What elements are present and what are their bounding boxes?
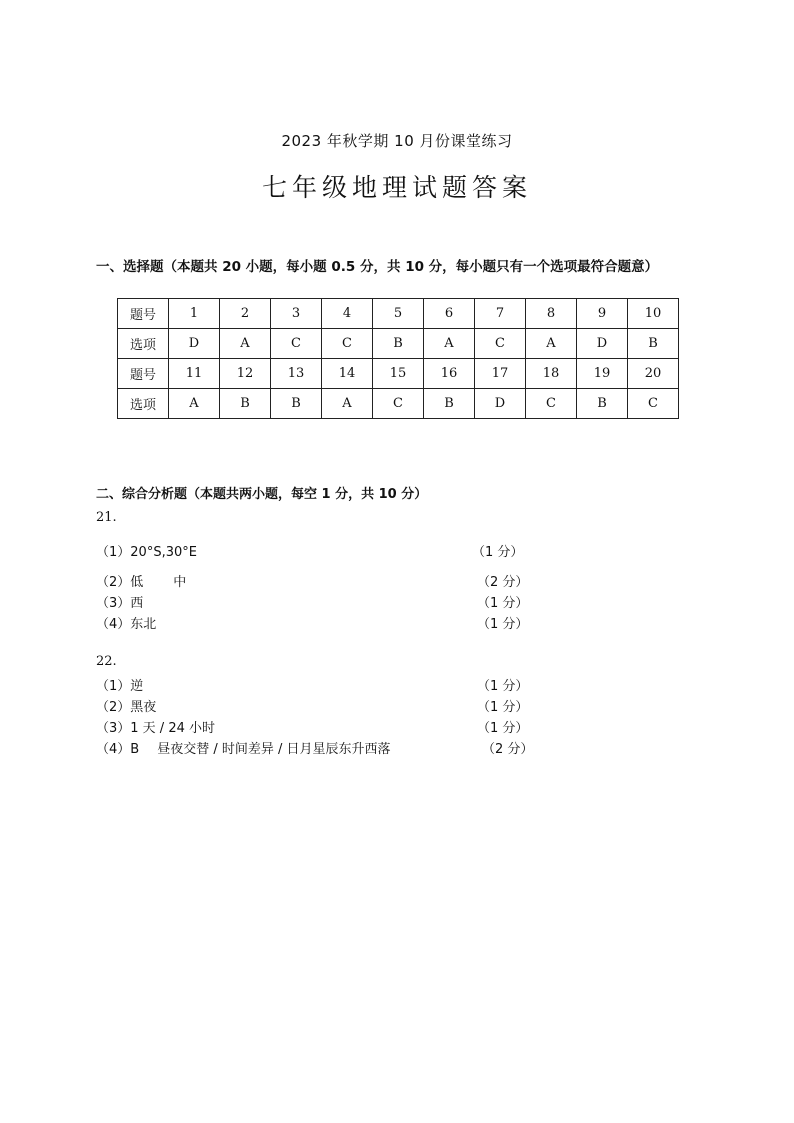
table-cell: 18	[526, 359, 577, 389]
q21-item-4	[96, 613, 156, 632]
q22-item-4-label: （4）B	[96, 742, 140, 757]
table-row	[118, 299, 679, 329]
table-cell: 16	[424, 359, 475, 389]
table-cell: C	[373, 389, 424, 419]
table-cell: C	[526, 389, 577, 419]
table-cell: 13	[271, 359, 322, 389]
table-cell: 3	[271, 299, 322, 329]
section2-heading: 二、综合分析题（本题共两小题，每空 1 分，共 10 分）	[96, 487, 428, 502]
table-cell: A	[169, 389, 220, 419]
table-cell: D	[169, 329, 220, 359]
table-cell: 10	[628, 299, 679, 329]
number-row-2-label: 题号	[118, 359, 169, 389]
q21-item-1-score: （1 分）	[472, 545, 524, 560]
table-cell: B	[271, 389, 322, 419]
table-cell: C	[322, 329, 373, 359]
q21-item-3-score: （1 分）	[477, 596, 529, 611]
table-cell: B	[628, 329, 679, 359]
table-cell: A	[424, 329, 475, 359]
q22-item-1-score: （1 分）	[477, 679, 529, 694]
q21-item-1-label: （1）20°S,30°E	[96, 545, 197, 560]
answer-row-2-label: 选项	[118, 389, 169, 419]
answer-row-1-label: 选项	[118, 329, 169, 359]
document-subtitle: 七年级地理试题答案	[261, 173, 532, 202]
q21-item-4-label: （4）东北	[96, 617, 157, 632]
table-row	[118, 329, 679, 359]
table-cell: C	[271, 329, 322, 359]
table-cell: 1	[169, 299, 220, 329]
section1-heading: 一、选择题（本题共 20 小题，每小题 0.5 分，共 10 分，每小题只有一个选项最符合题意）	[96, 259, 659, 275]
table-cell: 2	[220, 299, 271, 329]
table-cell: 12	[220, 359, 271, 389]
table-cell: 6	[424, 299, 475, 329]
q21-item-2-label: （2）低	[96, 575, 144, 590]
q22-item-4-score: （2 分）	[482, 742, 534, 757]
q22-item-1	[96, 675, 143, 694]
q22-item-3-score: （1 分）	[477, 721, 529, 736]
table-row	[118, 389, 679, 419]
q21-item-2-extra: 中	[173, 575, 187, 590]
document-title: 2023 年秋学期 10 月份课堂练习	[281, 132, 513, 150]
q22-item-2-score: （1 分）	[477, 700, 529, 715]
q21-item-1	[96, 541, 197, 560]
q22-item-4	[96, 738, 391, 757]
table-cell: 14	[322, 359, 373, 389]
q22-item-2	[96, 696, 156, 715]
table-cell: A	[526, 329, 577, 359]
table-cell: D	[475, 389, 526, 419]
table-cell: 5	[373, 299, 424, 329]
table-cell: B	[424, 389, 475, 419]
table-cell: D	[577, 329, 628, 359]
table-row	[118, 359, 679, 389]
table-cell: C	[628, 389, 679, 419]
q22-item-2-label: （2）黑夜	[96, 700, 157, 715]
table-cell: 8	[526, 299, 577, 329]
q22-item-3	[96, 717, 215, 736]
table-cell: B	[220, 389, 271, 419]
table-cell: B	[577, 389, 628, 419]
table-cell: 7	[475, 299, 526, 329]
q21-item-4-score: （1 分）	[477, 617, 529, 632]
table-cell: 9	[577, 299, 628, 329]
number-row-1-label: 题号	[118, 299, 169, 329]
table-cell: 15	[373, 359, 424, 389]
answer-table	[117, 298, 679, 419]
q21-item-3	[96, 592, 143, 611]
table-cell: 19	[577, 359, 628, 389]
question-21-number: 21.	[96, 510, 117, 525]
table-cell: B	[373, 329, 424, 359]
table-cell: 11	[169, 359, 220, 389]
q21-item-2-score: （2 分）	[477, 575, 529, 590]
table-cell: 20	[628, 359, 679, 389]
question-22-number: 22.	[96, 654, 117, 669]
table-cell: A	[322, 389, 373, 419]
table-cell: 17	[475, 359, 526, 389]
q22-item-4-extra: 昼夜交替 / 时间差异 / 日月星辰东升西落	[157, 742, 391, 757]
table-cell: A	[220, 329, 271, 359]
table-cell: 4	[322, 299, 373, 329]
q22-item-3-label: （3）1 天 / 24 小时	[96, 721, 215, 736]
q21-item-2	[96, 571, 186, 590]
table-cell: C	[475, 329, 526, 359]
q22-item-1-label: （1）逆	[96, 679, 144, 694]
q21-item-3-label: （3）西	[96, 596, 144, 611]
